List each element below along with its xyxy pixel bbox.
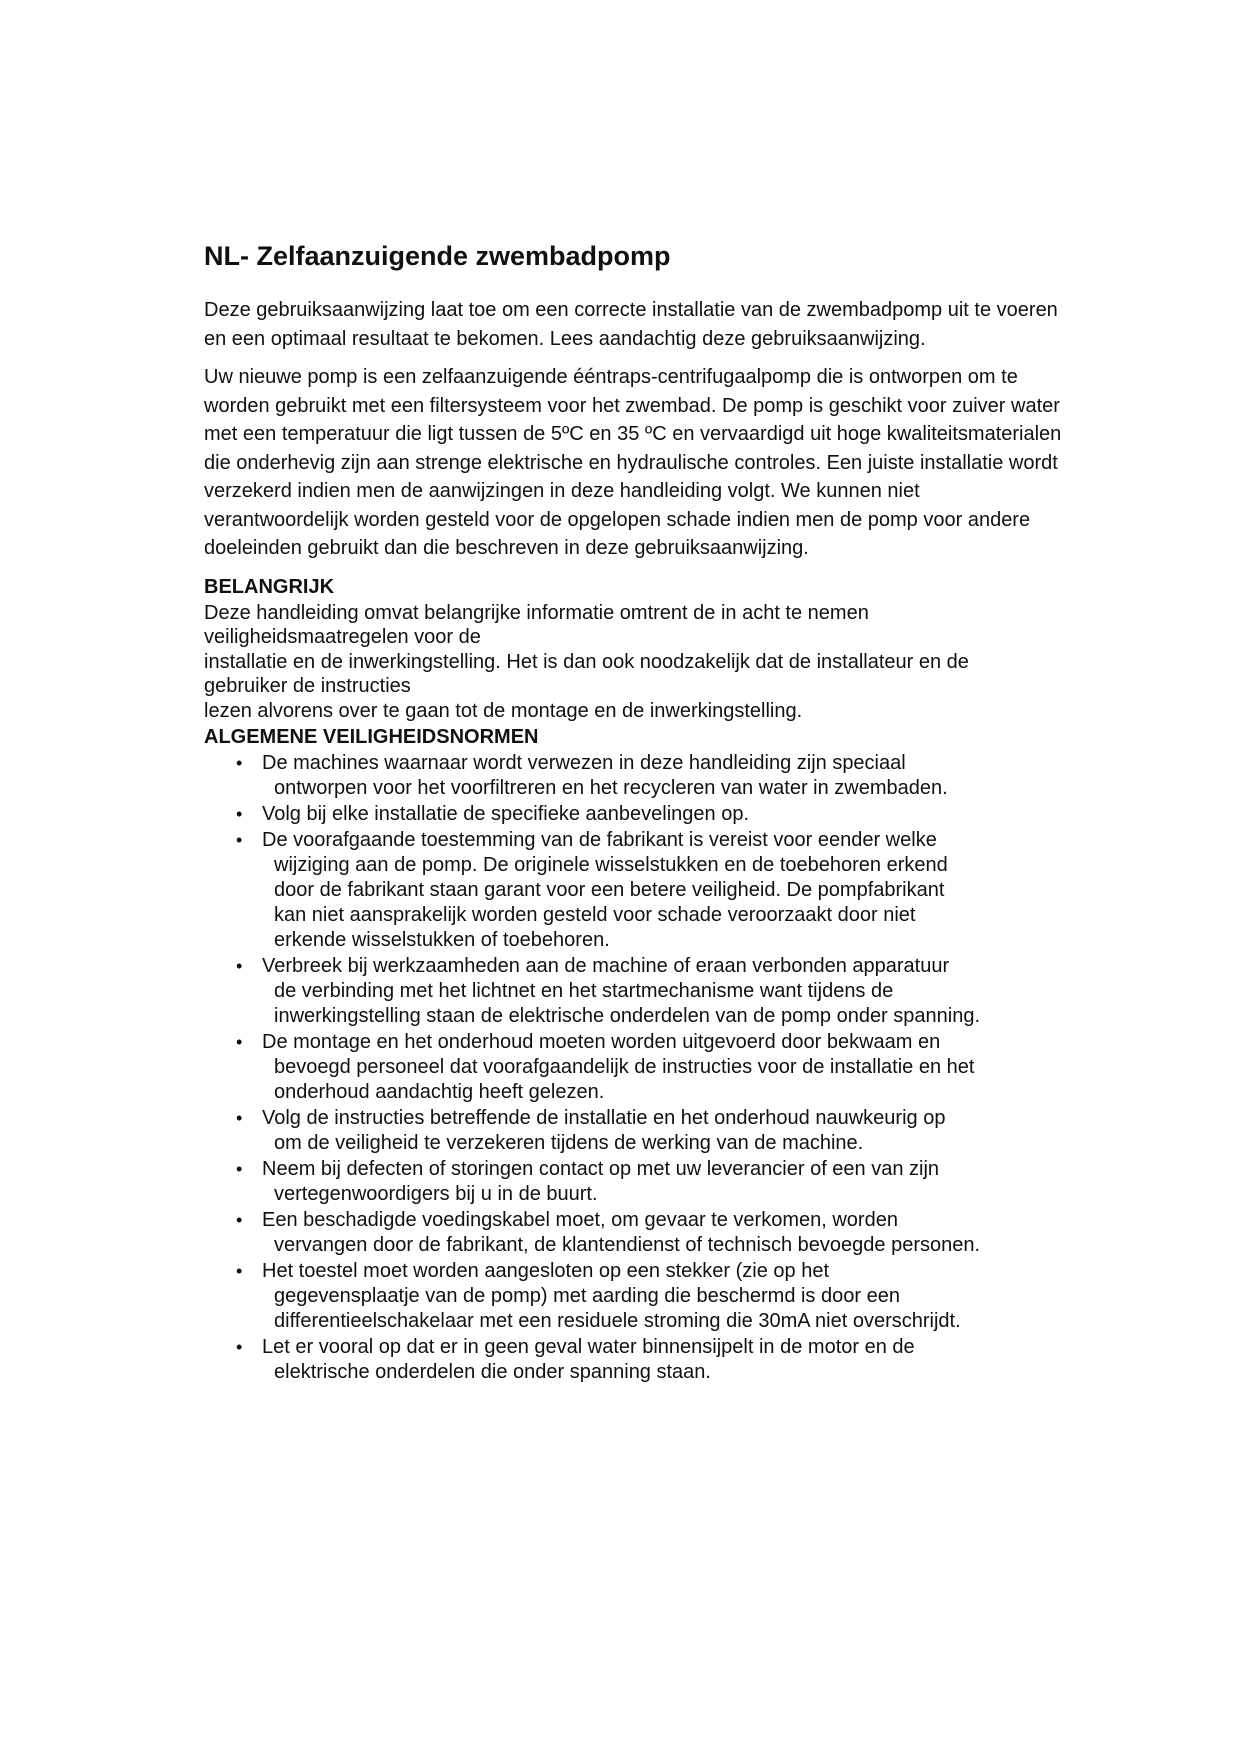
safety-rule-line: Een beschadigde voedingskabel moet, om gevaar te verkomen, worden [262,1209,898,1231]
safety-rule-line: Let er vooral op dat er in geen geval water binnensijpelt in de motor en de [262,1336,915,1358]
document-title: NL- Zelfaanzuigende zwembadpomp [204,241,671,271]
safety-rules-list [204,751,1064,1385]
safety-rule-line: kan niet aansprakelijk worden gesteld voor schade veroorzaakt door niet [274,904,916,926]
intro-paragraph: Deze gebruiksaanwijzing laat toe om een correcte installatie van de zwembadpomp uit te voeren en een optimaal resultaat te bekomen. Lees aandachtig deze gebruiksaanwijzing. [204,299,1058,350]
safety-rule-line: gegevensplaatje van de pomp) met aarding die beschermd is door een [274,1285,900,1307]
safety-rule-line: bevoegd personeel dat voorafgaandelijk de instructies voor de installatie en het [274,1056,975,1078]
bullet-icon: • [236,1032,243,1052]
veiligheidsnormen-heading: ALGEMENE VEILIGHEIDSNORMEN [204,726,539,748]
bullet-icon: • [236,1210,243,1230]
document-content [204,240,1064,1386]
safety-rule-line: vervangen door de fabrikant, de klantendienst of technisch bevoegde personen. [274,1234,981,1256]
safety-rule-line: wijziging aan de pomp. De originele wisselstukken en de toebehoren erkend [274,854,948,876]
safety-rule-item [236,802,1064,827]
bullet-icon: • [236,956,243,976]
bullet-icon: • [236,1261,243,1281]
belangrijk-line: gebruiker de instructies [204,675,411,697]
safety-rule-line: inwerkingstelling staan de elektrische onderdelen van de pomp onder spanning. [274,1005,981,1027]
safety-rule-line: om de veiligheid te verzekeren tijdens de werking van de machine. [274,1132,864,1154]
safety-rule-item [236,1259,1064,1334]
safety-rule-line: door de fabrikant staan garant voor een betere veiligheid. De pompfabrikant [274,879,945,901]
safety-rule-item [236,1208,1064,1258]
safety-rule-line: Neem bij defecten of storingen contact op met uw leverancier of een van zijn [262,1158,940,1180]
bullet-icon: • [236,1159,243,1179]
safety-rule-line: Verbreek bij werkzaamheden aan de machine of eraan verbonden apparatuur [262,955,950,977]
belangrijk-line: installatie en de inwerkingstelling. Het is dan ook noodzakelijk dat de installateur en de [204,650,969,673]
safety-rule-item [236,828,1064,953]
safety-rule-line: differentieelschakelaar met een residuele stroming die 30mA niet overschrijdt. [274,1310,961,1332]
bullet-icon: • [236,1337,243,1357]
belangrijk-line: lezen alvorens over te gaan tot de montage en de inwerkingstelling. [204,699,803,722]
safety-rule-item [236,751,1064,801]
safety-rule-line: Volg bij elke installatie de specifieke aanbevelingen op. [262,803,750,825]
safety-rule-line: de verbinding met het lichtnet en het startmechanisme want tijdens de [274,980,894,1002]
bullet-icon: • [236,804,243,824]
safety-rule-line: Volg de instructies betreffende de installatie en het onderhoud nauwkeurig op [262,1107,946,1129]
belangrijk-block [204,601,1064,724]
bullet-icon: • [236,1108,243,1128]
safety-rule-line: Het toestel moet worden aangesloten op een stekker (zie op het [262,1260,830,1282]
safety-rule-item [236,1030,1064,1105]
safety-rule-line: vertegenwoordigers bij u in de buurt. [274,1183,598,1205]
bullet-icon: • [236,753,243,773]
safety-rule-item [236,1157,1064,1207]
pump-description-paragraph: Uw nieuwe pomp is een zelfaanzuigende ééntraps-centrifugaalpomp die is ontworpen om te worden gebruikt met een filtersysteem voor het zwembad. De pomp is geschikt voor zuiver water met een temperatuur die ligt tussen de 5ºC en 35 ºC en vervaardigd uit hoge kwaliteitsmaterialen die onderhevig zijn aan strenge elektrische en hydraulische controles. Een juiste installatie wordt verzekerd indien men de aanwijzingen in deze handleiding volgt. We kunnen niet verantwoordelijk worden gesteld voor de opgelopen schade indien men de pomp voor andere doeleinden gebruikt dan die beschreven in deze gebruiksaanwijzing. [204,366,1062,559]
belangrijk-line: Deze handleiding omvat belangrijke informatie omtrent de in acht te nemen [204,601,869,624]
safety-rule-item [236,1335,1064,1385]
belangrijk-line: veiligheidsmaatregelen voor de [204,626,481,648]
safety-rule-item [236,954,1064,1029]
safety-rule-line: De montage en het onderhoud moeten worden uitgevoerd door bekwaam en [262,1031,941,1053]
safety-rule-line: De voorafgaande toestemming van de fabrikant is vereist voor eender welke [262,829,937,851]
bullet-icon: • [236,830,243,850]
safety-rule-line: onderhoud aandachtig heeft gelezen. [274,1081,605,1103]
safety-rule-line: ontworpen voor het voorfiltreren en het recycleren van water in zwembaden. [274,777,948,799]
safety-rule-line: erkende wisselstukken of toebehoren. [274,929,610,951]
safety-rule-line: De machines waarnaar wordt verwezen in deze handleiding zijn speciaal [262,752,906,774]
safety-rule-item [236,1106,1064,1156]
safety-rule-line: elektrische onderdelen die onder spanning staan. [274,1361,711,1383]
belangrijk-heading: BELANGRIJK [204,575,335,598]
